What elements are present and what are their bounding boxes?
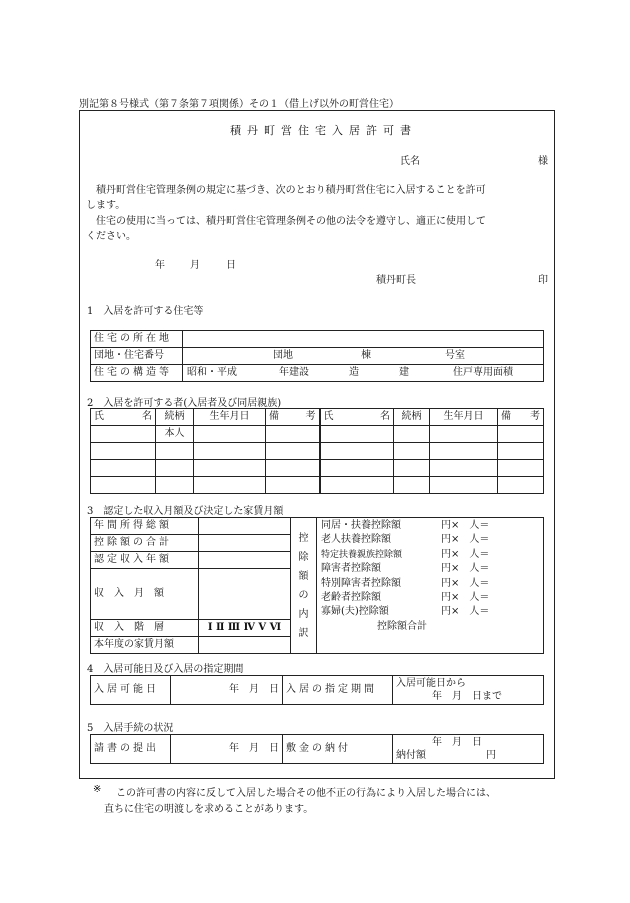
annual-income-label: 年間所得総額 (91, 518, 199, 535)
resident-cell[interactable] (394, 443, 430, 460)
deduction-item: 障害者控除額 円× 人＝ (321, 563, 490, 575)
housing-table (90, 330, 544, 382)
paragraph-2-line-1: 住宅の使用に当っては、積丹町営住宅管理条例その他の法令を遵守し、適正に使用して (86, 216, 486, 227)
danchi-label: 団地 (273, 350, 293, 361)
goshitsu-label: 号室 (445, 350, 465, 361)
resident-cell[interactable] (194, 460, 266, 477)
date-year: 年 (155, 260, 165, 271)
resident-cell[interactable] (394, 460, 430, 477)
resident-cell[interactable] (430, 443, 498, 460)
resident-cell[interactable] (156, 443, 194, 460)
section-3-title: 3 認定した収入月額及び決定した家賃月額 (87, 506, 284, 517)
resident-cell[interactable] (498, 443, 544, 460)
resident-cell[interactable] (498, 460, 544, 477)
sama-label: 様 (538, 156, 548, 167)
annual-income-value[interactable] (199, 518, 291, 535)
header-name-left: 氏 名 (91, 409, 156, 426)
section-2-title: 2 入居を許可する者(入居者及び同居親族) (87, 398, 282, 409)
resident-cell[interactable] (194, 477, 266, 494)
resident-cell[interactable] (266, 426, 320, 443)
deduction-item: 特定扶養親族控除額 円× 人＝ (321, 548, 490, 560)
area-label: 住戸専用面積 (453, 367, 513, 378)
section-5-title: 5 入居手続の状況 (87, 723, 174, 734)
resident-cell[interactable] (498, 477, 544, 494)
number-label: 団地・住宅番号 (91, 348, 183, 365)
date-day: 日 (226, 260, 236, 271)
income-bracket-label: 収 入 階 層 (91, 620, 199, 637)
deduction-item: 特別障害者控除額 円× 人＝ (321, 577, 490, 589)
residents-table (90, 408, 544, 494)
certified-income-label: 認定収入年額 (91, 552, 199, 569)
paragraph-2-line-2: ください。 (86, 231, 136, 242)
location-label: 住宅の所在地 (91, 331, 183, 348)
move-in-date-value[interactable]: 年 月 日 (171, 676, 283, 705)
date-month: 月 (190, 260, 200, 271)
resident-cell[interactable] (156, 477, 194, 494)
monthly-income-value[interactable] (199, 569, 291, 620)
housing-row-number (91, 348, 544, 365)
deposit-value[interactable]: 年 月 日 納付額 円 (393, 735, 544, 764)
resident-cell[interactable] (320, 426, 394, 443)
deposit-label: 敷金の納付 (283, 735, 393, 764)
resident-cell[interactable] (194, 443, 266, 460)
pledge-date-value[interactable]: 年 月 日 (171, 735, 283, 764)
document-title: 積丹町営住宅入居許可書 (230, 124, 417, 137)
resident-cell[interactable] (430, 426, 498, 443)
structure-value[interactable] (183, 365, 544, 382)
deduction-item: 同居・扶養控除額 円× 人＝ (321, 520, 490, 531)
deduction-breakdown-vertical: 控 除 額 の 内 訳 (291, 518, 317, 654)
resident-cell[interactable] (498, 426, 544, 443)
procedure-table (90, 734, 544, 764)
income-table (90, 517, 544, 654)
zou-label: 造 (349, 367, 359, 378)
note-line-1: この許可書の内容に反して入居した場合その他不正の行為により入居した場合には、 (116, 788, 496, 799)
resident-cell[interactable] (91, 460, 156, 477)
resident-cell[interactable] (91, 426, 156, 443)
residents-row (91, 443, 544, 460)
pledge-label: 請書の提出 (91, 735, 171, 764)
name-label: 氏名 (400, 156, 420, 167)
built-year-label: 年建設 (279, 367, 309, 378)
deduction-list (317, 518, 544, 654)
income-bracket-levels: Ⅰ Ⅱ Ⅲ Ⅳ Ⅴ Ⅵ (199, 620, 291, 637)
location-value[interactable] (183, 331, 544, 348)
resident-cell[interactable] (91, 477, 156, 494)
deduction-sum-value[interactable] (199, 535, 291, 552)
paragraph-1-line-2: します。 (86, 200, 126, 211)
housing-row-structure (91, 365, 544, 382)
resident-cell[interactable] (430, 460, 498, 477)
resident-cell[interactable] (91, 443, 156, 460)
resident-cell[interactable] (194, 426, 266, 443)
paragraph-1-line-1: 積丹町営住宅管理条例の規定に基づき、次のとおり積丹町営住宅に入居することを許可 (86, 185, 486, 196)
certified-income-value[interactable] (199, 552, 291, 569)
header-birth-left: 生年月日 (194, 409, 266, 426)
header-relation-right: 続柄 (394, 409, 430, 426)
resident-cell[interactable] (266, 443, 320, 460)
honnin-label: 本人 (156, 426, 194, 443)
deduction-sum-label: 控除額の合計 (91, 535, 199, 552)
header-relation-left: 続柄 (156, 409, 194, 426)
note-line-2: 直ちに住宅の明渡しを求めることがあります。 (104, 804, 314, 815)
deduction-item: 老人扶養控除額 円× 人＝ (321, 534, 490, 546)
structure-label: 住宅の構造等 (91, 365, 183, 382)
residents-row (91, 460, 544, 477)
header-name-right: 氏 名 (320, 409, 394, 426)
deduction-item: 老齢者控除額 円× 人＝ (321, 592, 490, 604)
section-1-title: 1 入居を許可する住宅等 (87, 306, 204, 317)
resident-cell[interactable] (320, 460, 394, 477)
resident-cell[interactable] (320, 443, 394, 460)
section-4-title: 4 入居可能日及び入居の指定期間 (87, 664, 244, 675)
resident-cell[interactable] (394, 477, 430, 494)
seal-mark: 印 (538, 275, 548, 286)
header-note-right: 備 考 (498, 409, 544, 426)
note-mark: ※ (93, 784, 102, 795)
form-header: 別記第８号様式（第７条第７項関係）その１（借上げ以外の町営住宅） (79, 99, 399, 110)
monthly-rent-label: 本年度の家賃月額 (91, 637, 199, 654)
resident-cell[interactable] (430, 477, 498, 494)
header-note-left: 備 考 (266, 409, 320, 426)
residents-row (91, 426, 544, 443)
header-birth-right: 生年月日 (430, 409, 498, 426)
number-value[interactable] (183, 348, 544, 365)
housing-row-location (91, 331, 544, 348)
residents-header-row (91, 409, 544, 426)
deduction-item: 寡婦(夫)控除額 円× 人＝ (321, 606, 490, 618)
resident-cell[interactable] (394, 426, 430, 443)
move-in-table (90, 675, 544, 705)
period-value[interactable]: 入居可能日から 年 月 日まで (393, 676, 544, 705)
resident-cell[interactable] (320, 477, 394, 494)
mune-label: 棟 (361, 350, 371, 361)
resident-cell[interactable] (266, 460, 320, 477)
period-label: 入居の指定期間 (283, 676, 393, 705)
deduction-total: 控除額合計 (377, 620, 427, 632)
tate-label: 建 (399, 367, 409, 378)
monthly-income-label: 収 入 月 額 (91, 569, 199, 620)
mayor-label: 積丹町長 (376, 275, 416, 286)
move-in-date-label: 入居可能日 (91, 676, 171, 705)
residents-row (91, 477, 544, 494)
resident-cell[interactable] (156, 460, 194, 477)
resident-cell[interactable] (266, 477, 320, 494)
monthly-rent-value[interactable] (199, 637, 291, 654)
era-label: 昭和・平成 (187, 367, 237, 378)
